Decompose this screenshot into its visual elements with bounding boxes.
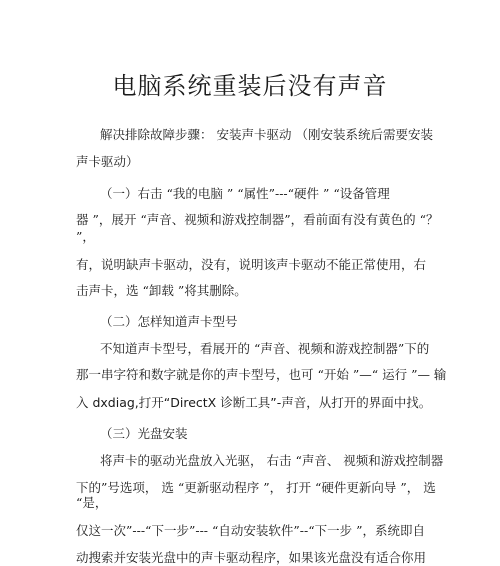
paragraph-line: （一）右击 “我的电脑 ” “属性”---“硬件 ” “设备管理	[100, 186, 390, 201]
section-heading: （二）怎样知道声卡型号	[100, 314, 238, 329]
paragraph-line: 入 dxdiag,打开“DirectX 诊断工具”-声音，从打开的界面中找。	[76, 395, 432, 410]
paragraph-line: ”，	[76, 229, 95, 244]
paragraph-line: “是，	[76, 495, 108, 510]
paragraph-line: 不知道声卡型号，看展开的 “声音、视频和游戏控制器”下的	[100, 341, 430, 356]
paragraph-line: 将声卡的驱动光盘放入光驱， 右击 “声音、 视频和游戏控制器	[100, 453, 444, 468]
paragraph-line: 解决排除故障步骤： 安装声卡驱动 （刚安装系统后需要安装	[100, 127, 433, 142]
paragraph-line: 那一串字符和数字就是你的声卡型号，也可 “开始 ”—“ 运行 ”— 输	[76, 367, 447, 382]
paragraph-line: 有，说明缺声卡驱动，没有，说明该声卡驱动不能正常使用，右	[76, 257, 427, 272]
paragraph-line: 下的”号选项， 选 “更新驱动程序 ”， 打开 “硬件更新向导 ”， 选	[76, 480, 436, 495]
paragraph-line: 动搜索并安装光盘中的声卡驱动程序，如果该光盘没有适合你用	[76, 550, 427, 565]
paragraph-line: 击声卡，选 “卸载 ”将其删除。	[76, 283, 247, 298]
paragraph-line: 器 ”，展开 “声音、视频和游戏控制器”，看前面有没有黄色的 “？	[76, 212, 439, 227]
document-title: 电脑系统重装后没有声音	[112, 72, 388, 100]
paragraph-line: 仅这一次”---“下一步”--- “自动安装软件”--“下一步 ”，系统即自	[76, 523, 425, 538]
paragraph-line: 声卡驱动）	[76, 154, 139, 169]
section-heading: （三）光盘安装	[100, 426, 188, 441]
